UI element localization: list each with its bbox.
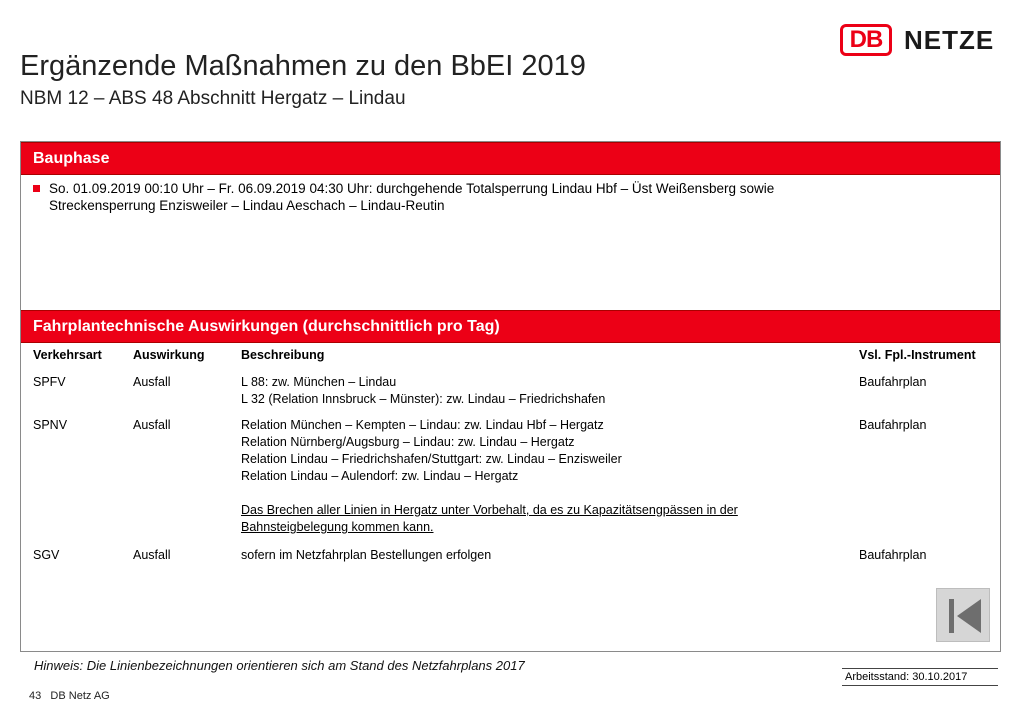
- db-netze-logo: [840, 22, 994, 58]
- arbeitsstand: Arbeitsstand: 30.10.2017: [842, 668, 998, 686]
- table-cell-instrument: Baufahrplan: [859, 418, 927, 432]
- db-logo: DB: [840, 24, 892, 56]
- column-header-beschreibung: Beschreibung: [241, 348, 325, 362]
- auswirkungen-heading: Fahrplantechnische Auswirkungen (durchschnittlich pro Tag): [21, 310, 1000, 343]
- column-header-verkehrsart: Verkehrsart: [33, 348, 102, 362]
- table-cell-note: Bahnsteigbelegung kommen kann.: [241, 520, 434, 534]
- table-cell-verkehrsart: SPNV: [33, 418, 68, 432]
- table-cell-instrument: Baufahrplan: [859, 375, 927, 389]
- table-cell-beschreibung: L 32 (Relation Innsbruck – Münster): zw. Lindau – Friedrichshafen: [241, 392, 606, 406]
- column-header-instrument: Vsl. Fpl.-Instrument: [859, 348, 976, 362]
- content-frame: [20, 141, 1001, 652]
- page-subtitle: NBM 12 – ABS 48 Abschnitt Hergatz – Lindau: [20, 88, 406, 109]
- column-header-auswirkung: Auswirkung: [133, 348, 205, 362]
- table-cell-auswirkung: Ausfall: [133, 375, 171, 389]
- footnote-hint: Hinweis: Die Linienbezeichnungen orientieren sich am Stand des Netzfahrplans 2017: [34, 658, 525, 673]
- skip-back-bar: [949, 599, 954, 633]
- skip-back-button[interactable]: [936, 588, 990, 642]
- page-number: 43: [29, 690, 42, 702]
- table-cell-beschreibung: L 88: zw. München – Lindau: [241, 375, 397, 389]
- table-cell-auswirkung: Ausfall: [133, 548, 171, 562]
- bullet-square-icon: [33, 185, 40, 192]
- table-cell-beschreibung: Relation München – Kempten – Lindau: zw. Lindau Hbf – Hergatz: [241, 418, 604, 432]
- table-cell-instrument: Baufahrplan: [859, 548, 927, 562]
- footer: [29, 690, 110, 702]
- bauphase-heading: Bauphase: [21, 142, 1000, 175]
- bauphase-line: Streckensperrung Enzisweiler – Lindau Aeschach – Lindau-Reutin: [49, 198, 445, 213]
- bauphase-bullet: [33, 180, 988, 214]
- page-title: Ergänzende Maßnahmen zu den BbEI 2019: [20, 50, 586, 82]
- table-cell-beschreibung: sofern im Netzfahrplan Bestellungen erfolgen: [241, 548, 492, 562]
- table-cell-note: Das Brechen aller Linien in Hergatz unter Vorbehalt, da es zu Kapazitätsengpässen in der: [241, 503, 738, 517]
- skip-back-icon: [957, 599, 981, 633]
- company-name: DB Netz AG: [50, 690, 110, 702]
- netze-wordmark: NETZE: [904, 24, 995, 55]
- table-cell-verkehrsart: SGV: [33, 548, 60, 562]
- table-cell-beschreibung: Relation Lindau – Aulendorf: zw. Lindau – Hergatz: [241, 469, 519, 483]
- table-cell-beschreibung: Relation Nürnberg/Augsburg – Lindau: zw. Lindau – Hergatz: [241, 435, 575, 449]
- table-cell-beschreibung: Relation Lindau – Friedrichshafen/Stuttgart: zw. Lindau – Enzisweiler: [241, 452, 622, 466]
- bauphase-text: [49, 180, 774, 214]
- bauphase-line: So. 01.09.2019 00:10 Uhr – Fr. 06.09.2019 04:30 Uhr: durchgehende Totalsperrung Lindau Hbf – Üst Weißensberg sowie: [49, 181, 775, 196]
- table-cell-verkehrsart: SPFV: [33, 375, 66, 389]
- table-cell-auswirkung: Ausfall: [133, 418, 171, 432]
